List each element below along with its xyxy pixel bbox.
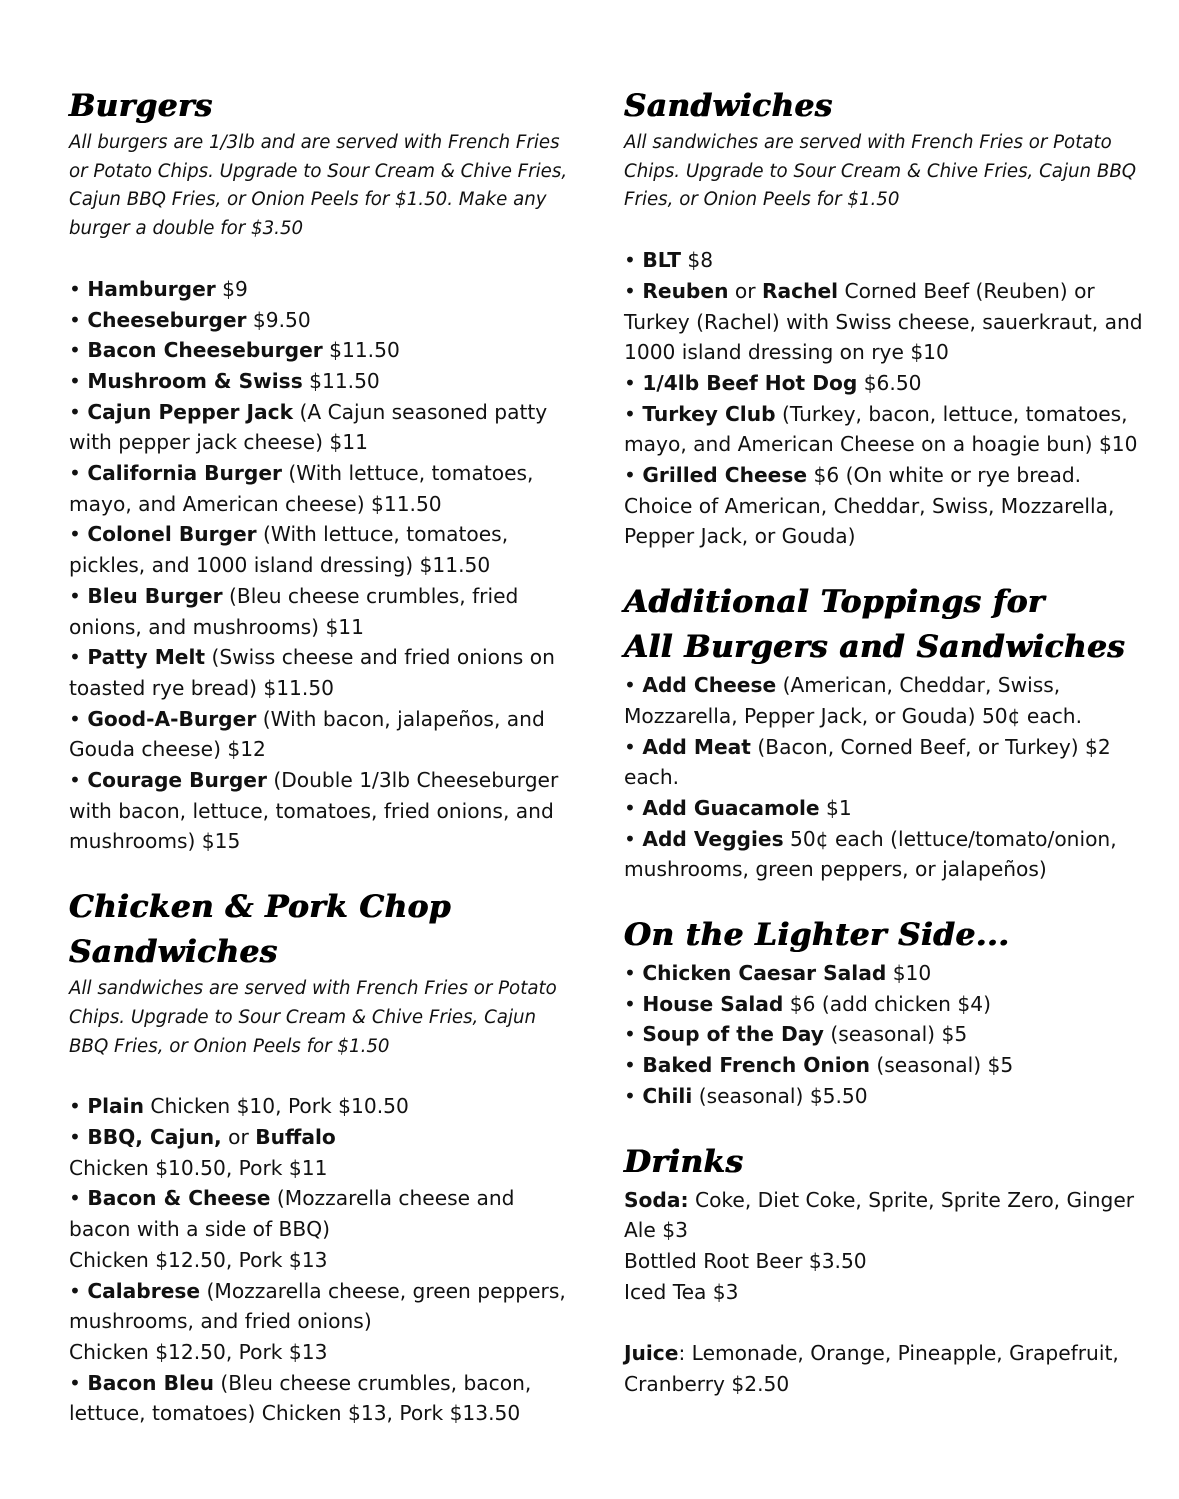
menu-item: • Patty Melt (Swiss cheese and fried onions on toasted rye bread) $11.50 <box>69 645 555 700</box>
toppings-heading-line2: All Burgers and Sandwiches <box>624 629 1126 666</box>
menu-item: • Cheeseburger $9.50 <box>69 307 311 332</box>
chicken-pork-heading <box>69 885 569 975</box>
toppings-heading <box>624 580 1144 670</box>
sandwiches-intro: All sandwiches are served with French Fries or Potato Chips. Upgrade to Sour Cream & Chive Fries, Cajun BBQ Fries, or Onion Peels for $1.50 <box>624 132 1137 211</box>
menu-item: • California Burger (With lettuce, tomatoes, mayo, and American cheese) $11.50 <box>69 461 534 516</box>
chicken-pork-intro: All sandwiches are served with French Fries or Potato Chips. Upgrade to Sour Cream & Chive Fries, Cajun BBQ Fries, or Onion Peels for $1.50 <box>69 978 557 1057</box>
burgers-heading: Burgers <box>69 88 213 124</box>
chicken-pork-heading-line2: Sandwiches <box>69 934 278 971</box>
drinks-section <box>624 1140 1144 1400</box>
menu-item: • Bleu Burger (Bleu cheese crumbles, fried onions, and mushrooms) $11 <box>69 583 519 639</box>
drinks-heading: Drinks <box>624 1143 744 1180</box>
lighter-list <box>624 958 1144 1112</box>
menu-item: • Plain Chicken $10, Pork $10.50 <box>69 1094 409 1119</box>
menu-item: • Chili (seasonal) $5.50 <box>624 1083 868 1108</box>
sandwiches-heading: Sandwiches <box>624 88 833 124</box>
sandwiches-section <box>624 84 1144 552</box>
toppings-heading-line1: Additional Toppings for <box>624 584 1045 621</box>
juice-line: Juice: Lemonade, Orange, Pineapple, Grapefruit, Cranberry $2.50 <box>624 1341 1119 1397</box>
menu-item: • Colonel Burger (With lettuce, tomatoes, pickles, and 1000 island dressing) $11.50 <box>69 522 509 578</box>
chicken-pork-list <box>69 1091 569 1429</box>
menu-item: • Add Cheese (American, Cheddar, Swiss, Mozzarella, Pepper Jack, or Gouda) 50¢ each. <box>624 673 1083 728</box>
left-column <box>69 84 569 1429</box>
menu-item: • Reuben or Rachel Corned Beef (Reuben) or Turkey (Rachel) with Swiss cheese, sauerkraut, and 1000 island dressing on rye $10 <box>624 278 1143 365</box>
menu-item: • BBQ, Cajun, or Buffalo Chicken $10.50, Pork $11 <box>69 1124 336 1180</box>
menu-item: • Chicken Caesar Salad $10 <box>624 961 932 986</box>
root-beer-line: Bottled Root Beer $3.50 <box>624 1248 867 1273</box>
menu-item: • Bacon Bleu (Bleu cheese crumbles, bacon, lettuce, tomatoes) Chicken $13, Pork $13.50 <box>69 1370 532 1426</box>
menu-item: • Turkey Club (Turkey, bacon, lettuce, tomatoes, mayo, and American Cheese on a hoagie bun) $10 <box>624 401 1138 457</box>
menu-item: • Add Meat (Bacon, Corned Beef, or Turkey) $2 each. <box>624 734 1111 790</box>
toppings-list <box>624 670 1144 885</box>
menu-item: • Calabrese (Mozzarella cheese, green peppers, mushrooms, and fried onions) Chicken $12.50, Pork $13 <box>69 1278 566 1364</box>
menu-item: • Courage Burger (Double 1/3lb Cheeseburger with bacon, lettuce, tomatoes, fried onions, and mushrooms) $15 <box>69 768 559 854</box>
burgers-section <box>69 84 569 857</box>
menu-item: • Hamburger $9 <box>69 276 248 301</box>
chicken-pork-section <box>69 885 569 1429</box>
menu-item: • BLT $8 <box>624 248 714 273</box>
menu-item: • Baked French Onion (seasonal) $5 <box>624 1053 1014 1078</box>
menu-item: • Grilled Cheese $6 (On white or rye bread. Choice of American, Cheddar, Swiss, Mozzarella, Pepper Jack, or Gouda) <box>624 463 1115 549</box>
toppings-section <box>624 580 1144 885</box>
lighter-section <box>624 913 1144 1112</box>
lighter-heading: On the Lighter Side... <box>624 917 1010 954</box>
iced-tea-line: Iced Tea $3 <box>624 1279 739 1304</box>
menu-item: • House Salad $6 (add chicken $4) <box>624 991 991 1016</box>
menu-item: • 1/4lb Beef Hot Dog $6.50 <box>624 370 922 395</box>
soda-line: Soda: Coke, Diet Coke, Sprite, Sprite Zero, Ginger Ale $3 <box>624 1187 1135 1243</box>
right-column <box>624 84 1144 1400</box>
menu-item: • Bacon Cheeseburger $11.50 <box>69 338 400 363</box>
chicken-pork-heading-line1: Chicken & Pork Chop <box>69 889 451 926</box>
menu-item: • Soup of the Day (seasonal) $5 <box>624 1022 968 1047</box>
menu-item: • Good-A-Burger (With bacon, jalapeños, and Gouda cheese) $12 <box>69 706 545 762</box>
sandwiches-list <box>624 245 1144 552</box>
burgers-intro: All burgers are 1/3lb and are served with French Fries or Potato Chips. Upgrade to Sour Cream & Chive Fries, Cajun BBQ Fries, or Onion Peels for $1.50. Make any burger a double for $3.50 <box>69 132 568 240</box>
menu-item: • Mushroom & Swiss $11.50 <box>69 368 380 393</box>
menu-item: • Bacon & Cheese (Mozzarella cheese and bacon with a side of BBQ) Chicken $12.50, Pork $13 <box>69 1186 515 1272</box>
menu-item: • Add Guacamole $1 <box>624 795 852 820</box>
menu-item: • Cajun Pepper Jack (A Cajun seasoned patty with pepper jack cheese) $11 <box>69 399 548 455</box>
burgers-list <box>69 274 569 857</box>
menu-item: • Add Veggies 50¢ each (lettuce/tomato/onion, mushrooms, green peppers, or jalapeños) <box>624 826 1117 882</box>
